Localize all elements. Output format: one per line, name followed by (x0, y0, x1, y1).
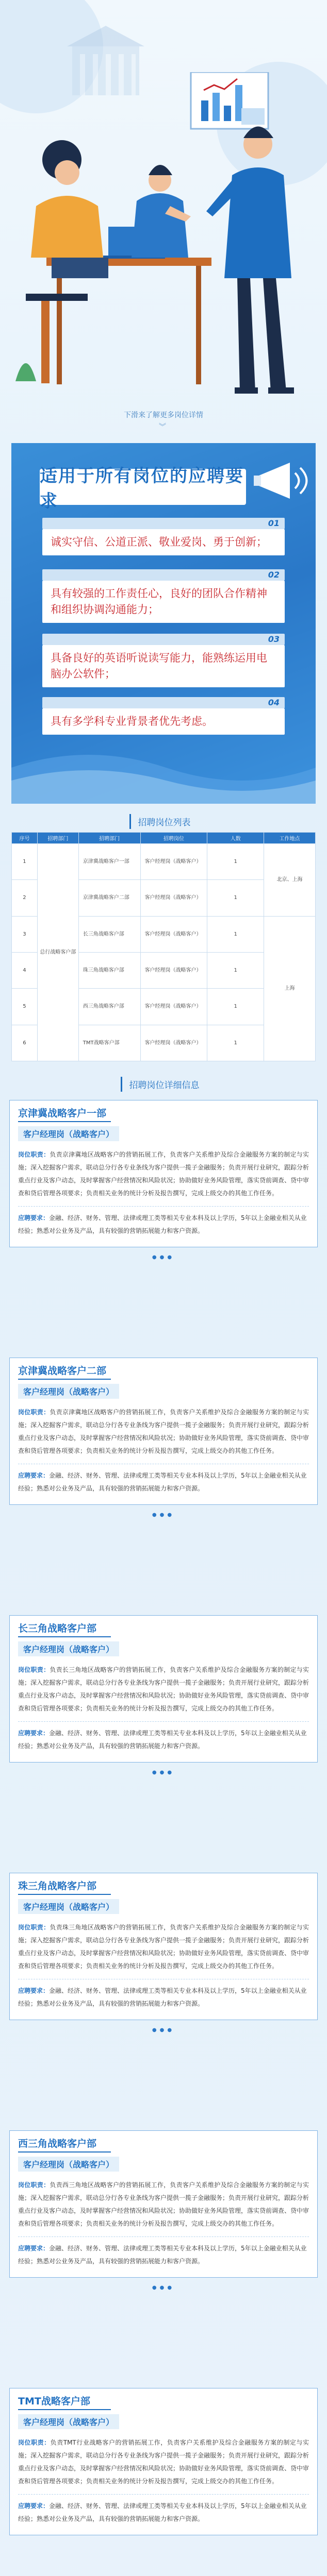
duty-label: 岗位职责： (18, 1151, 50, 1158)
position-card (9, 1100, 318, 1260)
card-role: 客户经理岗（战略客户） (18, 1899, 119, 1914)
cell-sub-dept: 京津冀战略客户一部 (78, 844, 140, 880)
card-role: 客户经理岗（战略客户） (18, 2414, 119, 2429)
cell-no: 3 (12, 916, 38, 952)
cell-role: 客户经理岗（战略客户） (140, 916, 207, 952)
cell-count: 1 (207, 989, 264, 1025)
cell-no: 1 (12, 844, 38, 880)
card-role: 客户经理岗（战略客户） (18, 1641, 119, 1656)
duty-text: 负责TMT行业战略客户的营销拓展工作，负责客户关系维护及综合金融服务方案的制定与实施；深入挖掘客户需求，联动总分行各专业条线为客户提供一揽子金融服务；负责开展行业研究，跟踪分析重点行业及客户动态，及时掌握客户经营情况和风险状况；协助做好业务风险管理，落实贷前调查、贷中审查和贷后管理各项要求；负责相关业务的统计分析及报告撰写，完成上级交办的其他工作任务。 (18, 2439, 309, 2485)
requirement-label: 应聘要求： (18, 2245, 50, 2252)
requirement-text: 金融、经济、财务、管理、法律或理工类等相关专业本科及以上学历，5年以上金融业相关从业经验；熟悉对公业务及产品，具有较强的营销拓展能力和客户资源。 (18, 1987, 307, 2007)
duty-label: 岗位职责： (18, 1666, 50, 1673)
requirement-text: 金融、经济、财务、管理、法律或理工类等相关专业本科及以上学历，5年以上金融业相关从业经验；熟悉对公业务及产品，具有较强的营销拓展能力和客户资源。 (18, 2245, 307, 2265)
cell-count: 1 (207, 952, 264, 988)
card-department: 京津冀战略客户二部 (18, 1365, 107, 1377)
cell-count: 1 (207, 1025, 264, 1061)
duty-label: 岗位职责： (18, 1409, 50, 1416)
cell-role: 客户经理岗（战略客户） (140, 880, 207, 916)
col-header: 序号 (12, 833, 38, 844)
cell-sub-dept: 珠三角战略客户部 (78, 952, 140, 988)
cell-count: 1 (207, 844, 264, 880)
divider-dots: ●●● (152, 1255, 175, 1260)
position-card (9, 2388, 318, 2535)
duty-label: 岗位职责： (18, 2439, 51, 2446)
card-role: 客户经理岗（战略客户） (18, 2157, 119, 2172)
col-header: 招聘部门 (37, 833, 78, 844)
cell-location: 上海 (264, 916, 316, 1061)
table-header-row (12, 833, 316, 844)
duty-label: 岗位职责： (18, 1924, 50, 1931)
divider-dots: ●●● (152, 2285, 175, 2291)
col-header: 工作地点 (264, 833, 316, 844)
duty-text: 负责长三角地区战略客户的营销拓展工作，负责客户关系维护及综合金融服务方案的制定与实施；深入挖掘客户需求，联动总分行各专业条线为客户提供一揽子金融服务；负责开展行业研究，跟踪分析重点行业及客户动态，及时掌握客户经营情况和风险状况；协助做好业务风险管理，落实贷前调查、贷中审查和贷后管理各项要求；负责相关业务的统计分析及报告撰写，完成上级交办的其他工作任务。 (18, 1666, 309, 1712)
details-section-title: 招聘岗位详细信息 (0, 1077, 327, 1092)
requirement-number: 04 (268, 698, 280, 707)
cell-sub-dept: 长三角战略客户部 (78, 916, 140, 952)
requirements-section (11, 443, 316, 804)
positions-table (11, 832, 316, 1061)
duty-text: 负责西三角地区战略客户的营销拓展工作，负责客户关系维护及综合金融服务方案的制定与实施；深入挖掘客户需求，联动总分行各专业条线为客户提供一揽子金融服务；负责开展行业研究，跟踪分析重点行业及客户动态，及时掌握客户经营情况和风险状况；协助做好业务风险管理，落实贷前调查、贷中审查和贷后管理各项要求；负责相关业务的统计分析及报告撰写，完成上级交办的其他工作任务。 (18, 2181, 309, 2227)
requirement-item (42, 518, 285, 555)
wave-decoration (11, 726, 316, 804)
position-card (9, 1358, 318, 1518)
requirement-text: 具有较强的工作责任心，良好的团队合作精神和组织协调沟通能力； (42, 581, 285, 623)
requirement-text: 金融、经济、财务、管理、法律或理工类等相关专业本科及以上学历，5年以上金融业相关从业经验；熟悉对公业务及产品，具有较强的营销拓展能力和客户资源。 (18, 1730, 307, 1750)
col-header: 人数 (207, 833, 264, 844)
cell-no: 4 (12, 952, 38, 988)
requirement-label: 应聘要求： (18, 1730, 50, 1737)
requirement-item (42, 634, 285, 687)
cell-sub-dept: TMT战略客户部 (78, 1025, 140, 1061)
divider-dots: ●●● (152, 1770, 175, 1775)
positions-section-title: 招聘岗位列表 (0, 814, 327, 829)
cell-dept: 总行战略客户部 (37, 844, 78, 1061)
card-role: 客户经理岗（战略客户） (18, 1126, 119, 1141)
position-card (9, 2130, 318, 2291)
col-header: 招聘岗位 (140, 833, 207, 844)
requirement-text: 具有多学科专业背景者优先考虑。 (42, 708, 285, 735)
requirement-text: 金融、经济、财务、管理、法律或理工类等相关专业本科及以上学历，5年以上金融业相关从业经验；熟悉对公业务及产品，具有较强的营销拓展能力和客户资源。 (18, 2502, 307, 2522)
cell-count: 1 (207, 880, 264, 916)
col-header: 招聘部门 (78, 833, 140, 844)
cell-sub-dept: 西三角战略客户部 (78, 989, 140, 1025)
requirement-number: 01 (268, 518, 280, 528)
duty-text: 负责京津冀地区战略客户的营销拓展工作，负责客户关系维护及综合金融服务方案的制定与实施；深入挖掘客户需求，联动总分行各专业条线为客户提供一揽子金融服务；负责开展行业研究，跟踪分析重点行业及客户动态，及时掌握客户经营情况和风险状况；协助做好业务风险管理，落实贷前调查、贷中审查和贷后管理各项要求；负责相关业务的统计分析及报告撰写，完成上级交办的其他工作任务。 (18, 1151, 309, 1197)
cell-role: 客户经理岗（战略客户） (140, 844, 207, 880)
requirements-title: 适用于所有岗位的应聘要求 (40, 466, 244, 512)
requirement-number: 02 (268, 570, 280, 580)
divider-dots: ●●● (152, 2027, 175, 2033)
position-card (9, 1615, 318, 1775)
team-meeting-illustration (15, 72, 315, 402)
requirement-label: 应聘要求： (18, 2502, 50, 2510)
cell-role: 客户经理岗（战略客户） (140, 952, 207, 988)
position-card (9, 1873, 318, 2033)
requirement-text: 诚实守信、公道正派、敬业爱岗、勇于创新； (42, 529, 285, 555)
duty-text: 负责京津冀地区战略客户的营销拓展工作，负责客户关系维护及综合金融服务方案的制定与实施；深入挖掘客户需求，联动总分行各专业条线为客户提供一揽子金融服务；负责开展行业研究，跟踪分析重点行业及客户动态，及时掌握客户经营情况和风险状况；协助做好业务风险管理，落实贷前调查、贷中审查和贷后管理各项要求；负责相关业务的统计分析及报告撰写，完成上级交办的其他工作任务。 (18, 1409, 309, 1454)
requirements-title-box (40, 466, 246, 512)
card-department: 珠三角战略客户部 (18, 1880, 97, 1892)
cell-role: 客户经理岗（战略客户） (140, 989, 207, 1025)
divider-dots: ●●● (152, 1512, 175, 1518)
requirement-text: 金融、经济、财务、管理、法律或理工类等相关专业本科及以上学历，5年以上金融业相关从业经验；熟悉对公业务及产品，具有较强的营销拓展能力和客户资源。 (18, 1472, 307, 1492)
card-department: 京津冀战略客户一部 (18, 1108, 107, 1119)
duty-label: 岗位职责： (18, 2181, 50, 2189)
cell-location: 北京、上海 (264, 844, 316, 917)
card-department: TMT战略客户部 (18, 2396, 90, 2407)
requirement-label: 应聘要求： (18, 1472, 50, 1479)
cell-no: 2 (12, 880, 38, 916)
requirement-number: 03 (268, 634, 280, 644)
cell-count: 1 (207, 916, 264, 952)
cell-role: 客户经理岗（战略客户） (140, 1025, 207, 1061)
requirement-text: 金融、经济、财务、管理、法律或理工类等相关专业本科及以上学历，5年以上金融业相关从业经验；熟悉对公业务及产品，具有较强的营销拓展能力和客户资源。 (18, 1214, 307, 1234)
card-role: 客户经理岗（战略客户） (18, 1384, 119, 1399)
requirement-item (42, 569, 285, 623)
cell-no: 5 (12, 989, 38, 1025)
hero-illustration (0, 0, 327, 433)
megaphone-icon (254, 457, 310, 504)
scroll-hint: 下滑来了解更多岗位详情 (124, 411, 203, 419)
requirement-text: 具备良好的英语听说读写能力，能熟练运用电脑办公软件； (42, 645, 285, 687)
requirement-label: 应聘要求： (18, 1987, 50, 1994)
cell-sub-dept: 京津冀战略客户二部 (78, 880, 140, 916)
duty-text: 负责珠三角地区战略客户的营销拓展工作，负责客户关系维护及综合金融服务方案的制定与实施；深入挖掘客户需求，联动总分行各专业条线为客户提供一揽子金融服务；负责开展行业研究，跟踪分析重点行业及客户动态，及时掌握客户经营情况和风险状况；协助做好业务风险管理，落实贷前调查、贷中审查和贷后管理各项要求；负责相关业务的统计分析及报告撰写，完成上级交办的其他工作任务。 (18, 1924, 309, 1970)
card-department: 长三角战略客户部 (18, 1623, 97, 1634)
table-row (12, 844, 316, 880)
card-department: 西三角战略客户部 (18, 2138, 97, 2149)
cell-no: 6 (12, 1025, 38, 1061)
requirement-label: 应聘要求： (18, 1214, 50, 1222)
chevron-down-icon: ︾ (159, 423, 166, 431)
